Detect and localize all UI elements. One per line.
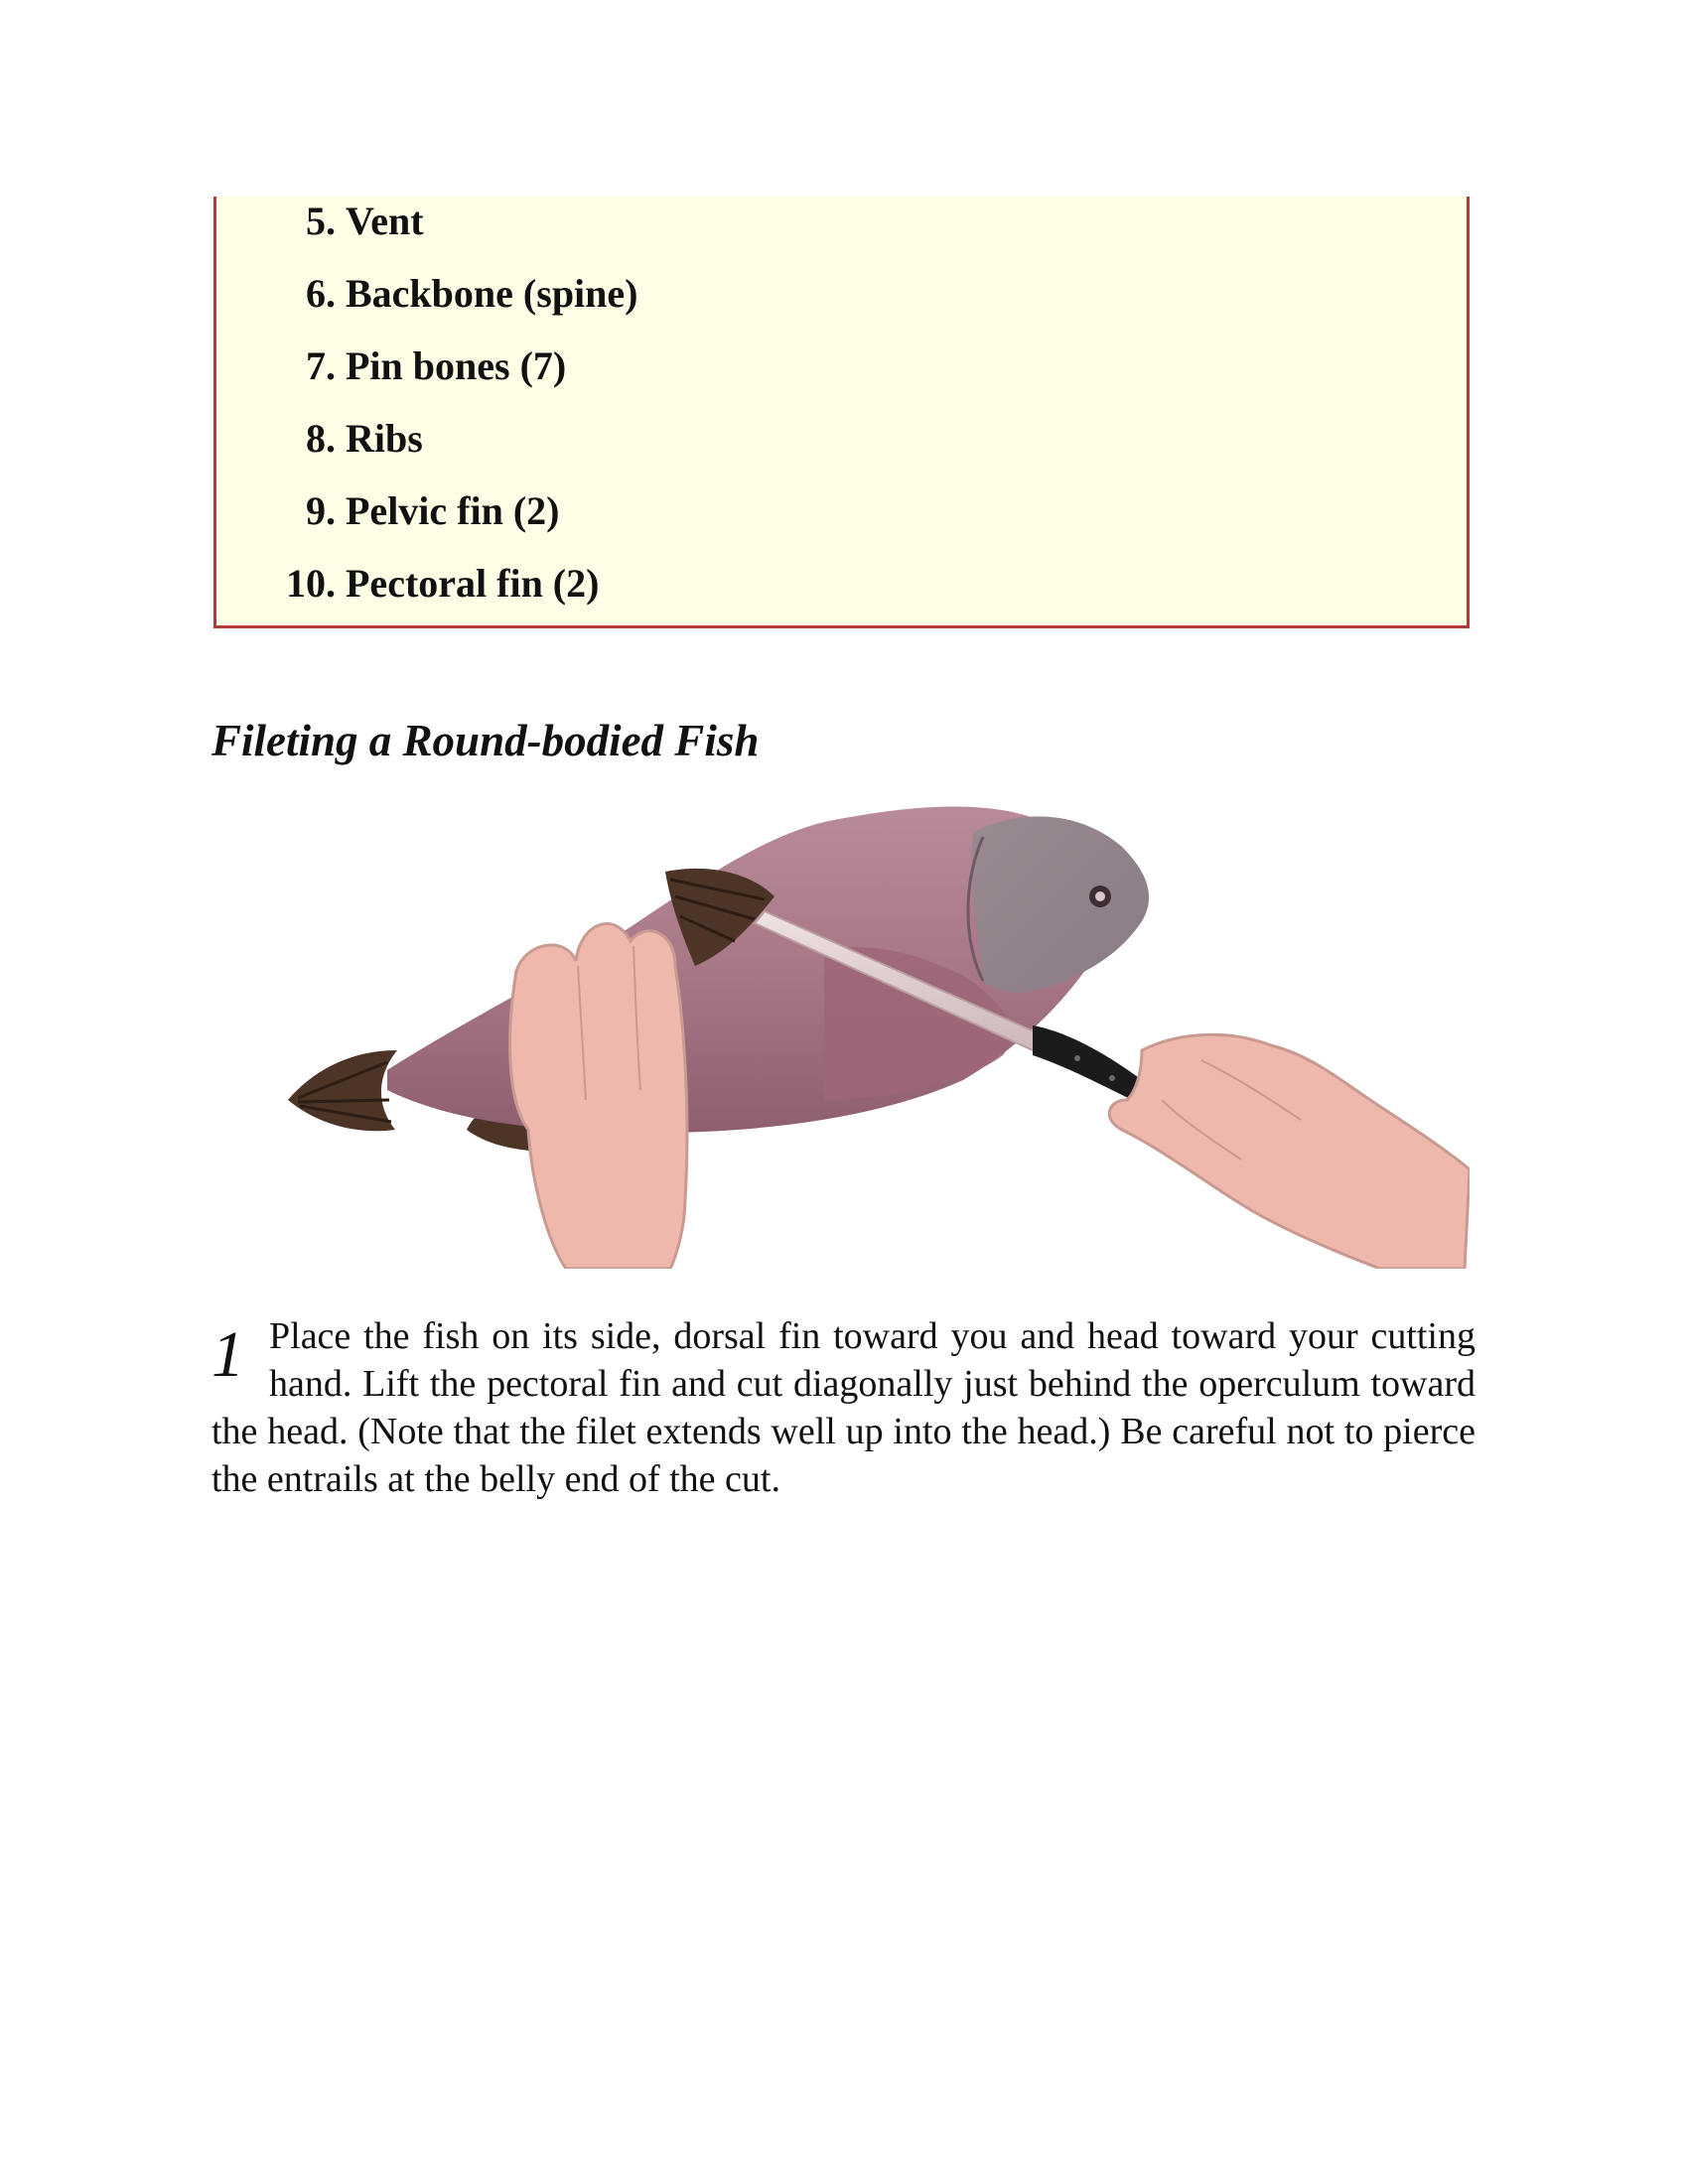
list-item (216, 341, 566, 391)
list-item-number: 8. (306, 416, 336, 461)
list-item (216, 486, 560, 536)
right-hand (1109, 1034, 1470, 1269)
list-item (216, 414, 423, 464)
list-item-label: Vent (346, 199, 424, 243)
list-item-label: Pin bones (7) (346, 343, 567, 388)
list-item-label: Pectoral fin (2) (346, 561, 600, 606)
step-text: Place the fish on its side, dorsal fin toward you and head toward your cutting hand. Lift the pectoral fin and cut diagonally just behind the operculum toward the head. (Note that the filet extends well up into the head.) Be careful not to pierce the entrails at the belly end of the cut. (211, 1315, 1476, 1500)
list-item (216, 559, 599, 609)
list-item-number: 7. (306, 343, 336, 388)
list-item-label: Backbone (spine) (346, 271, 638, 316)
list-item (216, 269, 638, 319)
left-hand (510, 924, 687, 1269)
section-title: Fileting a Round-bodied Fish (211, 716, 760, 765)
list-item-number: 6. (306, 271, 336, 316)
list-item-label: Ribs (346, 416, 423, 461)
step-1 (211, 1312, 1476, 1503)
list-item (216, 197, 424, 246)
step-number: 1 (211, 1318, 244, 1391)
list-item-number: 10. (286, 561, 336, 606)
list-item-number: 9. (306, 488, 336, 533)
fish-head (972, 816, 1149, 993)
fileting-illustration (268, 802, 1470, 1269)
list-item-number: 5. (306, 199, 336, 243)
list-item-label: Pelvic fin (2) (346, 488, 560, 533)
fish-parts-box (213, 197, 1470, 628)
